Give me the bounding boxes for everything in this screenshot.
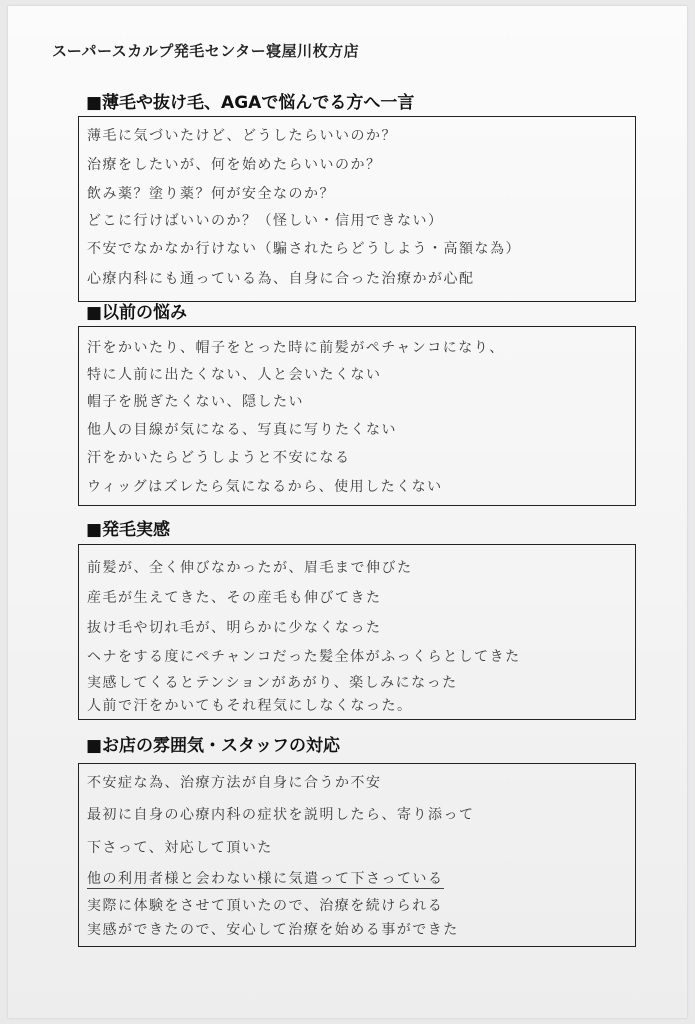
answer-line: 抜け毛や切れ毛が、明らかに少なくなった [87,620,382,636]
answer-line: 実感ができたので、安心して治療を始める事ができた [87,922,459,938]
answer-line: 薄毛に気づいたけど、どうしたらいいのか？ [87,128,397,144]
answer-line: ヘナをする度にペチャンコだった髪全体がふっくらとしてきた [87,649,521,665]
answer-line: 実感してくるとテンションがあがり、楽しみになった [87,675,458,691]
answer-box-results [78,544,636,720]
answer-line: 汗をかいたり、帽子をとった時に前髪がペチャンコになり、 [87,340,505,356]
answer-line: 他の利用者様と会わない様に気遣って下さっている [87,868,444,889]
feedback-sheet [8,6,687,1018]
answer-line: 他人の目線が気になる、写真に写りたくない [87,422,397,438]
answer-line: 前髪が、全く伸びなかったが、眉毛まで伸びた [87,560,413,576]
answer-line: どこに行けばいいのか？（怪しい・信用できない） [87,213,444,229]
answer-line: 心療内科にも通っている為、自身に合った治療かが心配 [87,271,475,287]
answer-line: 人前で汗をかいてもそれ程気にしなくなった。 [87,698,413,714]
answer-box-past-worries [78,326,636,506]
section-title-advice: ■薄毛や抜け毛、AGAで悩んでる方へ一言 [86,93,415,113]
store-name: スーパースカルプ発毛センター寝屋川枚方店 [52,42,360,60]
answer-box-advice [78,116,636,302]
answer-box-shop-atmosphere [78,763,636,947]
section-title-past-worries: ■以前の悩み [86,303,188,323]
answer-line: 下さって、対応して頂いた [87,840,273,856]
answer-line: 不安症な為、治療方法が自身に合うか不安 [87,775,382,791]
section-title-shop-atmosphere: ■お店の雰囲気・スタッフの対応 [86,736,341,756]
section-title-results: ■発毛実感 [86,520,171,540]
answer-line: ウィッグはズレたら気になるから、使用したくない [87,479,443,495]
answer-line: 汗をかいたらどうしようと不安になる [87,450,351,466]
answer-line: 産毛が生えてきた、その産毛も伸びてきた [87,590,382,606]
answer-line: 飲み薬？塗り薬？何が安全なのか？ [87,186,335,202]
answer-line: 特に人前に出たくない、人と会いたくない [87,367,382,383]
answer-line: 不安でなかなか行けない（騙されたらどうしよう・高額な為） [87,241,521,257]
answer-line: 最初に自身の心療内科の症状を説明したら、寄り添って [87,807,475,823]
answer-line: 帽子を脱ぎたくない、隠したい [87,394,304,410]
answer-line: 実際に体験をさせて頂いたので、治療を続けられる [87,898,444,914]
answer-line: 治療をしたいが、何を始めたらいいのか？ [87,157,382,173]
